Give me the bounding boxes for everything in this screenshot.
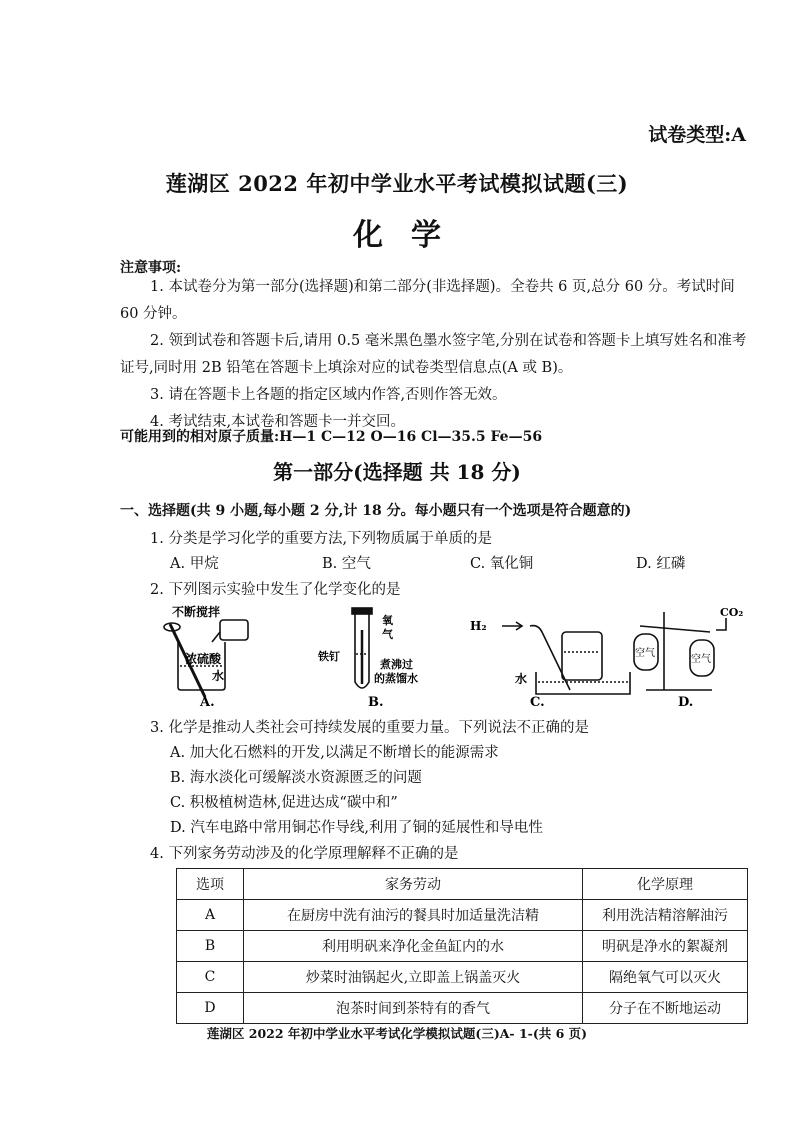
table-cell: 隔绝氧气可以灭火 (583, 962, 748, 993)
figure-a-label: A. (200, 695, 215, 710)
table-cell: A (177, 900, 244, 931)
q2-experiment-figure (150, 602, 750, 712)
figure-a-water-label: 水 (212, 669, 225, 683)
table-row (177, 993, 748, 1024)
paper-type-label: 试卷类型:A (648, 124, 746, 146)
notice-item: 1. 本试卷分为第一部分(选择题)和第二部分(非选择题)。全卷共 6 页,总分 60 分。考试时间 60 分钟。 (120, 279, 735, 322)
table-cell: C (177, 962, 244, 993)
q3-option-c: C. 积极植树造林,促进达成“碳中和” (170, 795, 398, 811)
table-cell: 利用洗洁精溶解油污 (583, 900, 748, 931)
table-cell: 分子在不断地运动 (583, 993, 748, 1024)
notice-item: 2. 领到试卷和答题卡后,请用 0.5 毫米黑色墨水签字笔,分别在试卷和答题卡上填写姓名和准考证号,同时用 2B 铅笔在答题卡上填涂对应的试卷类型信息点(A 或 B)。 (120, 333, 747, 376)
q1-option-b: B. 空气 (322, 556, 371, 572)
figure-b-apparatus (352, 608, 372, 688)
notice-item: 4. 考试结束,本试卷和答题卡一并交回。 (150, 414, 406, 430)
table-cell: D (177, 993, 244, 1024)
q2-stem: 2. 下列图示实验中发生了化学变化的是 (150, 582, 401, 598)
q4-stem: 4. 下列家务劳动涉及的化学原理解释不正确的是 (150, 846, 459, 862)
table-cell: 明矾是净水的絮凝剂 (583, 931, 748, 962)
q3-option-b: B. 海水淡化可缓解淡水资源匮乏的问题 (170, 770, 422, 786)
table-header-cell: 家务劳动 (244, 869, 583, 900)
table-cell: 利用明矾来净化金鱼缸内的水 (244, 931, 583, 962)
figure-c-h2-label: H₂ (470, 619, 487, 633)
figure-c-label: C. (530, 695, 545, 710)
page-footer: 莲湖区 2022 年初中学业水平考试化学模拟试题(三)A- 1-(共 6 页) (206, 1026, 588, 1041)
q3-option-a: A. 加大化石燃料的开发,以满足不断增长的能源需求 (170, 745, 499, 761)
figure-d-air-left-label: 空气 (635, 648, 655, 659)
notice-list (120, 274, 750, 436)
figure-b-water-label-2: 的蒸馏水 (374, 672, 418, 685)
part1-instructions: 一、选择题(共 9 小题,每小题 2 分,计 18 分。每小题只有一个选项是符合题意的) (120, 503, 632, 519)
q1-option-a: A. 甲烷 (170, 556, 219, 572)
table-cell: 炒菜时油锅起火,立即盖上锅盖灭火 (244, 962, 583, 993)
atomic-masses: 可能用到的相对原子质量:H—1 C—12 O—16 Cl—35.5 Fe—56 (120, 429, 543, 445)
q1-stem: 1. 分类是学习化学的重要方法,下列物质属于单质的是 (150, 531, 493, 547)
table-row (177, 931, 748, 962)
subject-title: 化学 (353, 218, 469, 253)
figure-a-stir-label: 不断搅拌 (172, 605, 221, 619)
notice-heading: 注意事项: (120, 260, 182, 276)
table-row (177, 962, 748, 993)
figure-b-oxygen-label-1: 氧 (382, 614, 393, 627)
table-header-row (177, 869, 748, 900)
figure-d-label: D. (678, 695, 694, 710)
figure-b-water-label-1: 煮沸过 (380, 658, 413, 671)
figure-d-air-right-label: 空气 (691, 654, 711, 665)
figure-b-label: B. (368, 695, 384, 710)
q3-option-d: D. 汽车电路中常用铜芯作导线,利用了铜的延展性和导电性 (170, 820, 543, 836)
q1-option-d: D. 红磷 (636, 556, 686, 572)
q4-table (176, 868, 748, 1024)
figure-b-oxygen-label-2: 气 (382, 628, 393, 641)
q1-option-c: C. 氧化铜 (470, 556, 534, 572)
q3-stem: 3. 化学是推动人类社会可持续发展的重要力量。下列说法不正确的是 (150, 720, 589, 736)
figure-d-co2-label: CO₂ (720, 606, 744, 619)
table-cell: 泡茶时间到茶特有的香气 (244, 993, 583, 1024)
figure-c-water-label: 水 (515, 672, 528, 686)
figure-a-acid-label: 浓硫酸 (185, 652, 222, 666)
table-header-cell: 化学原理 (583, 869, 748, 900)
exam-title: 莲湖区 2022 年初中学业水平考试模拟试题(三) (165, 171, 629, 196)
part1-title: 第一部分(选择题 共 18 分) (273, 460, 521, 484)
figure-b-nail-label: 铁钉 (318, 650, 340, 663)
table-cell: B (177, 931, 244, 962)
table-row (177, 900, 748, 931)
notice-item: 3. 请在答题卡上各题的指定区域内作答,否则作答无效。 (150, 387, 507, 403)
table-cell: 在厨房中洗有油污的餐具时加适量洗洁精 (244, 900, 583, 931)
table-header-cell: 选项 (177, 869, 244, 900)
